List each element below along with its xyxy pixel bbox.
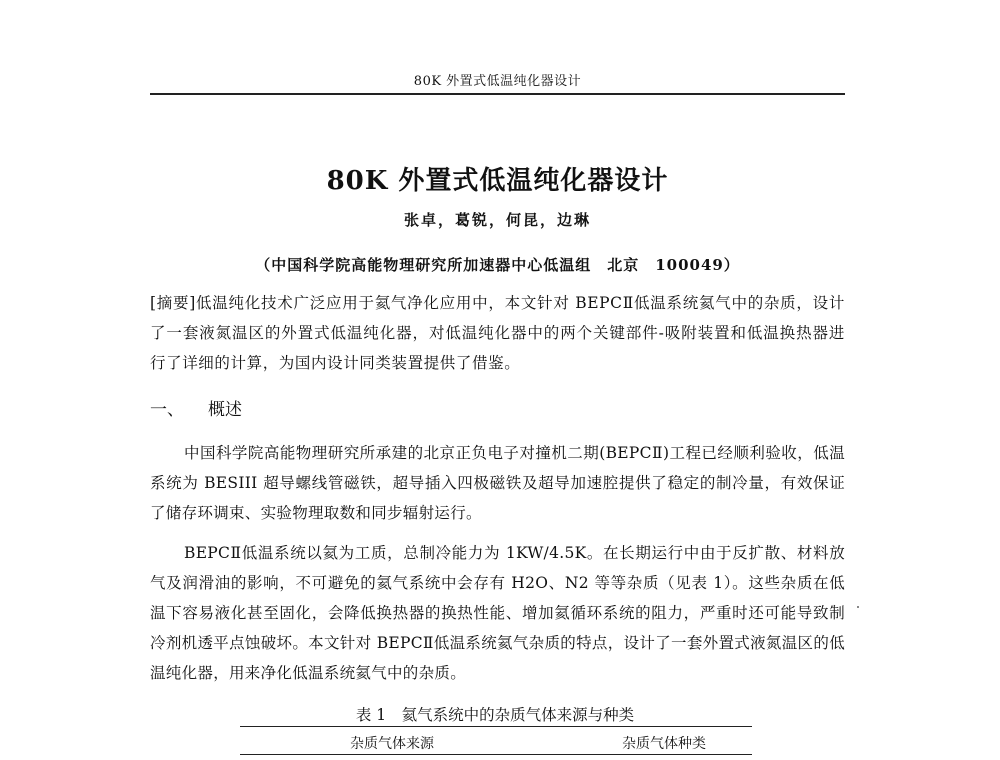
table-top-rule bbox=[240, 726, 752, 727]
header-rule bbox=[150, 93, 845, 95]
body-paragraph: BEPCⅡ低温系统以氦为工质，总制冷能力为 1KW/4.5K。在长期运行中由于反扩散、材料放气及润滑油的影响，不可避免的氦气系统中会存有 H2O、N2 等等杂质（见表 1）。这些杂质在低温下容易液化甚至固化，会降低换热器的换热性能、增加氦循环系统的阻力，严重时还可能导致制冷剂机透平点蚀破坏。本文针对 BEPCⅡ低温系统氦气杂质的特点，设计了一套外置式液氮温区的低温纯化器，用来净化低温系统氦气中的杂质。 bbox=[150, 544, 845, 682]
body-paragraph: 中国科学院高能物理研究所承建的北京正负电子对撞机二期(BEPCⅡ)工程已经顺利验收，低温系统为 BESIII 超导螺线管磁铁，超导插入四极磁铁及超导加速腔提供了稳定的制冷量，有效保证了储存环调束、实验物理取数和同步辐射运行。 bbox=[150, 444, 845, 522]
abstract-text: 低温纯化技术广泛应用于氦气净化应用中，本文针对 BEPCⅡ低温系统氦气中的杂质，设计了一套液氮温区的外置式低温纯化器，对低温纯化器中的两个关键部件-吸附装置和低温换热器进行了详细的计算，为国内设计同类装置提供了借鉴。 bbox=[150, 294, 845, 372]
running-header: 80K 外置式低温纯化器设计 bbox=[413, 74, 582, 89]
table-header-source: 杂质气体来源 bbox=[350, 736, 434, 752]
table-header-rule bbox=[240, 754, 752, 755]
section-title: 概述 bbox=[208, 400, 242, 420]
abstract bbox=[150, 288, 845, 378]
table-header-type: 杂质气体种类 bbox=[622, 736, 706, 752]
section-heading bbox=[150, 395, 242, 420]
table-caption: 表 1 氦气系统中的杂质气体来源与种类 bbox=[355, 706, 635, 724]
section-number: 一、 bbox=[150, 400, 184, 420]
scan-artifact bbox=[857, 606, 859, 608]
affiliation: （中国科学院高能物理研究所加速器中心低温组 北京 100049） bbox=[255, 256, 740, 274]
paper-title: 80K 外置式低温纯化器设计 bbox=[326, 166, 669, 196]
author-list: 张卓，葛锐，何昆，边琳 bbox=[403, 211, 591, 229]
abstract-label: [摘要] bbox=[150, 294, 196, 312]
